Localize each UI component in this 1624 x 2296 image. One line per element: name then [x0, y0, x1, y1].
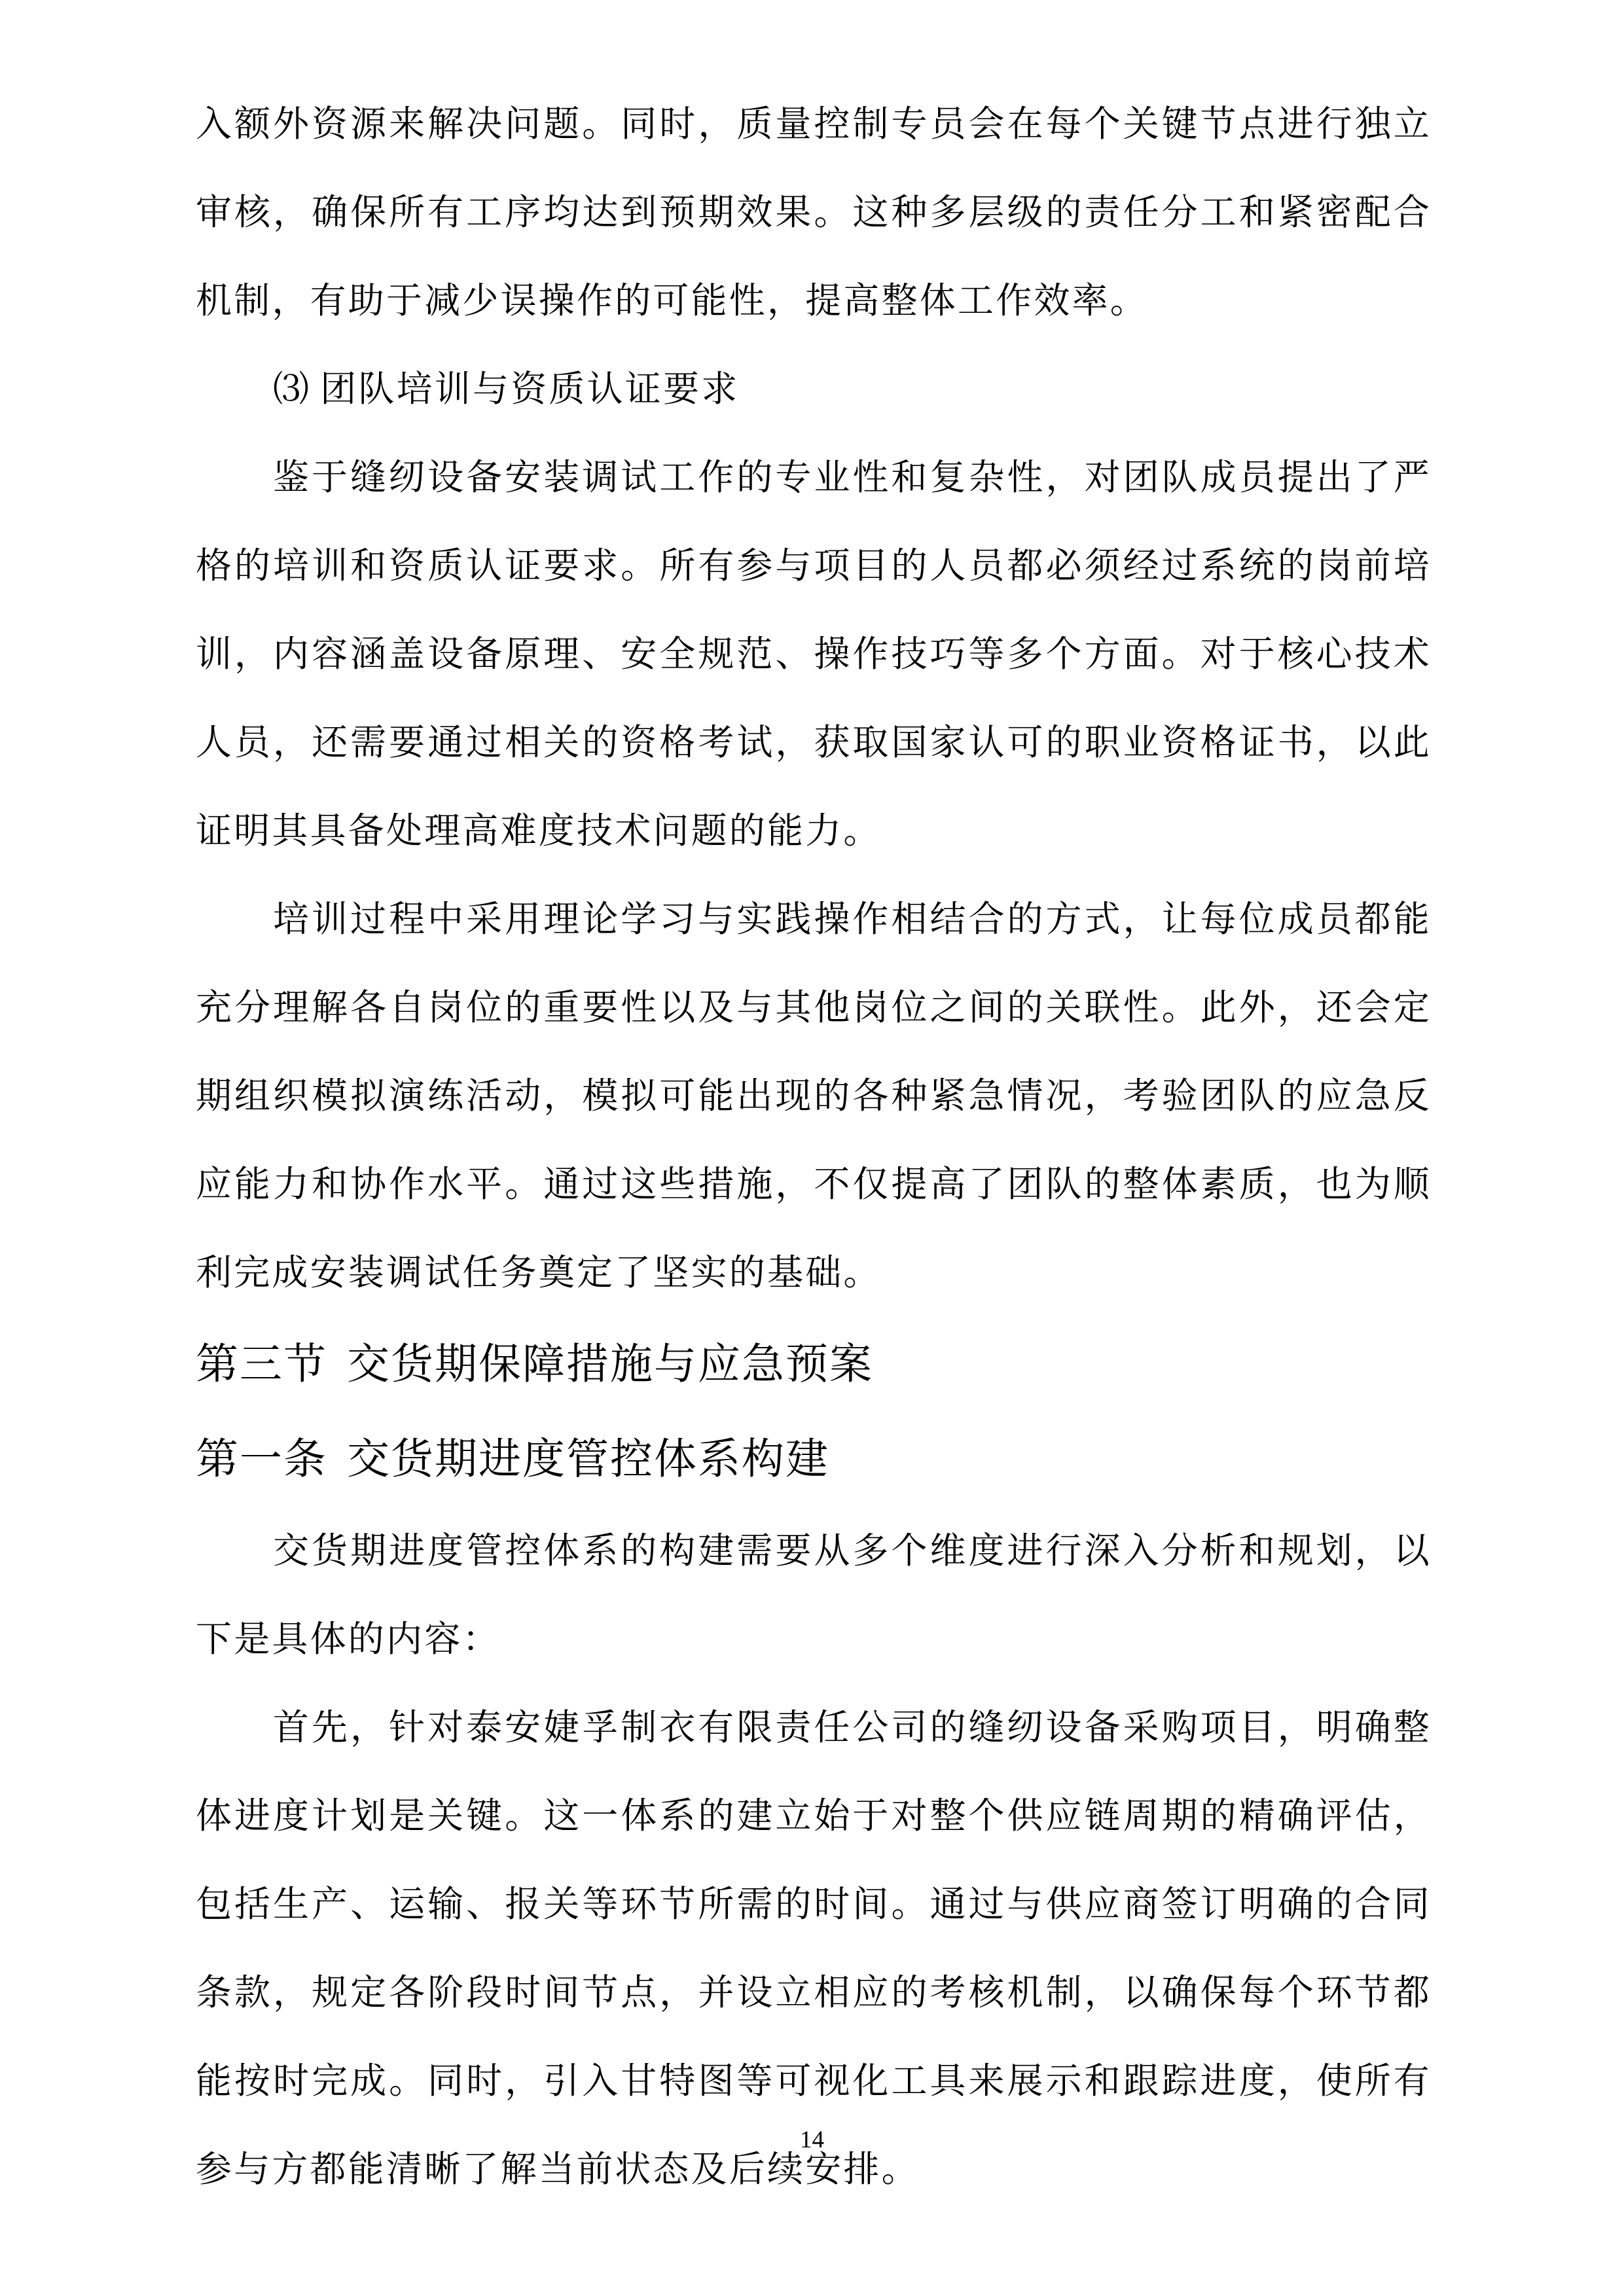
paragraph-training-requirements: 鉴于缝纫设备安装调试工作的专业性和复杂性，对团队成员提出了严格的培训和资质认证要求。所有参与项目的人员都必须经过系统的岗前培训，内容涵盖设备原理、安全规范、操作技巧等多个方面。对于核心技术人员，还需要通过相关的资格考试，获取国家认可的职业资格证书，以此证明其具备处理高难度技术问题的能力。 [196, 456, 1432, 852]
subsection-title: 团队培训与资质认证要求 [320, 368, 740, 410]
section-number: 第三节 [196, 1340, 328, 1389]
paragraph-article-schedule: 首先，针对泰安婕孚制衣有限责任公司的缝纫设备采购项目，明确整体进度计划是关键。这一体系的建立始于对整个供应链周期的精确评估，包括生产、运输、报关等环节所需的时间。通过与供应商签订明确的合同条款，规定各阶段时间节点，并设立相应的考核机制，以确保每个环节都能按时完成。同时，引入甘特图等可视化工具来展示和跟踪进度，使所有参与方都能清晰了解当前状态及后续安排。 [196, 1706, 1432, 2190]
section-heading [196, 1317, 1432, 1412]
page-body [196, 80, 1432, 2214]
subsection-heading [196, 345, 1432, 433]
article-title: 交货期进度管控体系构建 [347, 1435, 830, 1484]
paragraph-continuation: 入额外资源来解决问题。同时，质量控制专员会在每个关键节点进行独立审核，确保所有工序均达到预期效果。这种多层级的责任分工和紧密配合机制，有助于减少误操作的可能性，提高整体工作效率。 [196, 103, 1432, 321]
article-number: 第一条 [196, 1435, 328, 1484]
paragraph-training-process: 培训过程中采用理论学习与实践操作相结合的方式，让每位成员都能充分理解各自岗位的重要性以及与其他岗位之间的关联性。此外，还会定期组织模拟演练活动，模拟可能出现的各种紧急情况，考验团队的应急反应能力和协作水平。通过这些措施，不仅提高了团队的整体素质，也为顺利完成安装调试任务奠定了坚实的基础。 [196, 898, 1432, 1293]
paragraph-article-intro: 交货期进度管控体系的构建需要从多个维度进行深入分析和规划，以下是具体的内容： [196, 1530, 1432, 1660]
section-title: 交货期保障措施与应急预案 [347, 1340, 874, 1389]
page-number: 14 [800, 2126, 824, 2153]
subsection-number: ⑶ [273, 368, 312, 410]
article-heading [196, 1412, 1432, 1507]
